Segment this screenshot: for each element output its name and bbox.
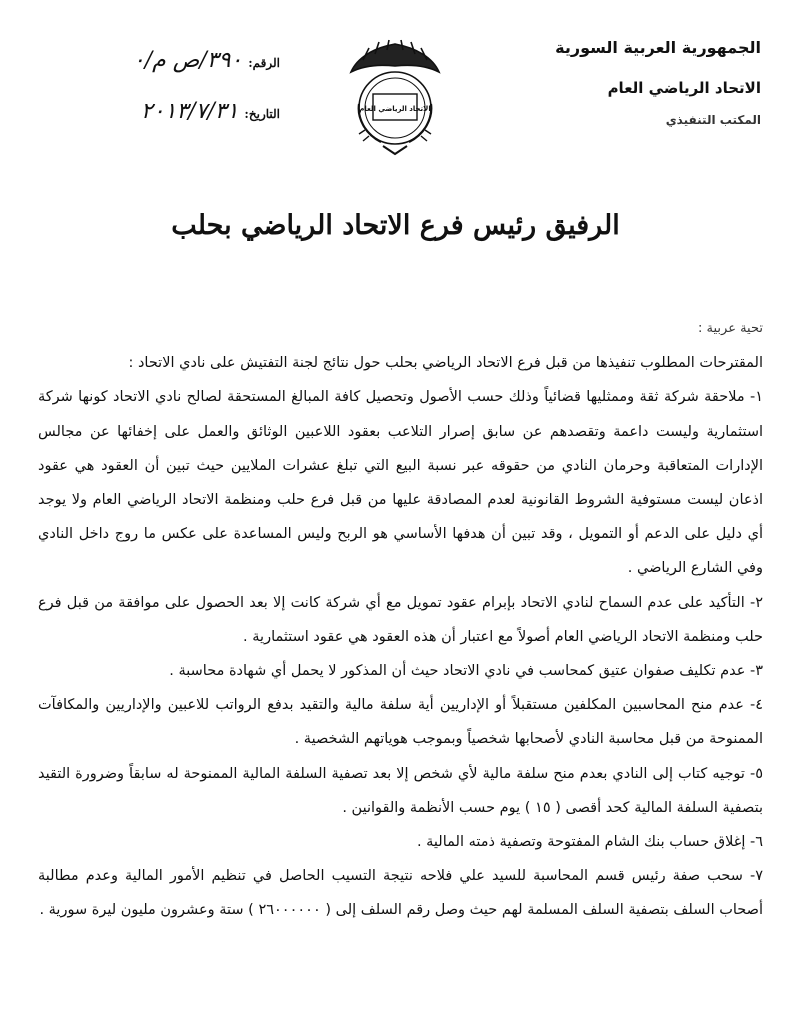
office-name: المكتب التنفيذي — [665, 113, 761, 127]
item-4: ٤- عدم منح المحاسبين المكلفين مستقبلاً أو الإداريين أية سلفة مالية والتقيد بدفع الرواتب للاعبين والإداريين والمكافآت الممنوحة من قبل محاسبة النادي لأصحابها شخصياً وبموجب هوياتهم الشخصية . — [38, 697, 763, 748]
emblem-logo — [343, 38, 447, 158]
item-7: ٧- سحب صفة رئيس قسم المحاسبة للسيد علي فلاحه نتيجة التسيب الحاصل في تنظيم الأمور المالية وعدم مطالبة أصحاب السلف بتصفية السلف المسلمة لهم حيث وصل رقم السلف إلى ( ٢٦٠٠٠٠٠٠ ) ستة وعشرون مليون ليرة سورية . — [38, 868, 763, 919]
letterhead-right — [511, 38, 761, 127]
date-label: التاريخ: — [244, 107, 280, 121]
item-5: ٥- توجيه كتاب إلى النادي بعدم منح سلفة مالية لأي شخص إلا بعد تصفية السلفة المالية الممنوحة له سابقاً وضرورة التقيد بتصفية السلفة المالية كحد أقصى ( ١٥ ) يوم حسب الأنظمة والقوانين . — [38, 765, 763, 816]
date-value: ٢٠١٣/٧/٣١ — [140, 99, 239, 124]
item-3: ٣- عدم تكليف صفوان عتيق كمحاسب في نادي الاتحاد حيث أن المذكور لا يحمل أي شهادة محاسبة . — [169, 663, 763, 680]
item-6: ٦- إغلاق حساب بنك الشام المفتوحة وتصفية ذمته المالية . — [416, 834, 763, 851]
organization-name: الاتحاد الرياضي العام — [607, 79, 761, 97]
letter-body — [38, 312, 763, 928]
country-name: الجمهورية العربية السورية — [555, 38, 761, 57]
addressee-heading: الرفيق رئيس فرع الاتحاد الرياضي بحلب — [171, 210, 620, 241]
item-1: ١- ملاحقة شركة ثقة وممثليها قضائياً وذلك حسب الأصول وتحصيل كافة المبالغ المستحقة لصالح نادي الاتحاد كونها شركة استثمارية وليست داعمة وتقصدهم عن سابق إصرار التلاعب بعقود اللاعبين الوثائق والعمل على إخفائها عن مجالس الإدارات المتعاقبة وحرمان النادي من حقوقه عبر نسبة البيع التي تبلغ عشرات الملايين حيث تبين أن العقود هي عقود اذعان ليست مستوفية الشروط القانونية لعدم المصادقة عليها من قبل فرع حلب ومنظمة الاتحاد الرياضي العام ولا يوجد أي دليل على الدعم أو التمويل ، وقد تبين أن هدفها الأساسي هو الربح وليس المساعدة على عكس ما روج داخل النادي وفي الشارع الرياضي . — [38, 389, 763, 577]
logo-text: الاتحاد الرياضي العام — [359, 105, 431, 113]
greeting: تحية عربية : — [698, 321, 763, 336]
letterhead-left — [50, 48, 280, 150]
reference-label: الرقم: — [248, 56, 280, 70]
reference-number: ٣٩٠/ص م/٠ — [132, 48, 243, 73]
date-row — [50, 99, 280, 124]
reference-row — [50, 48, 280, 73]
item-2: ٢- التأكيد على عدم السماح لنادي الاتحاد بإبرام عقود تمويل مع أي شركة كانت إلا بعد الحصول على موافقة من قبل فرع حلب ومنظمة الاتحاد الرياضي العام أصولاً مع اعتبار أن هذه العقود هي عقود استثمارية . — [38, 594, 763, 645]
intro-paragraph: المقترحات المطلوب تنفيذها من قبل فرع الاتحاد الرياضي بحلب حول نتائج لجنة التفتيش على نادي الاتحاد : — [128, 355, 763, 372]
